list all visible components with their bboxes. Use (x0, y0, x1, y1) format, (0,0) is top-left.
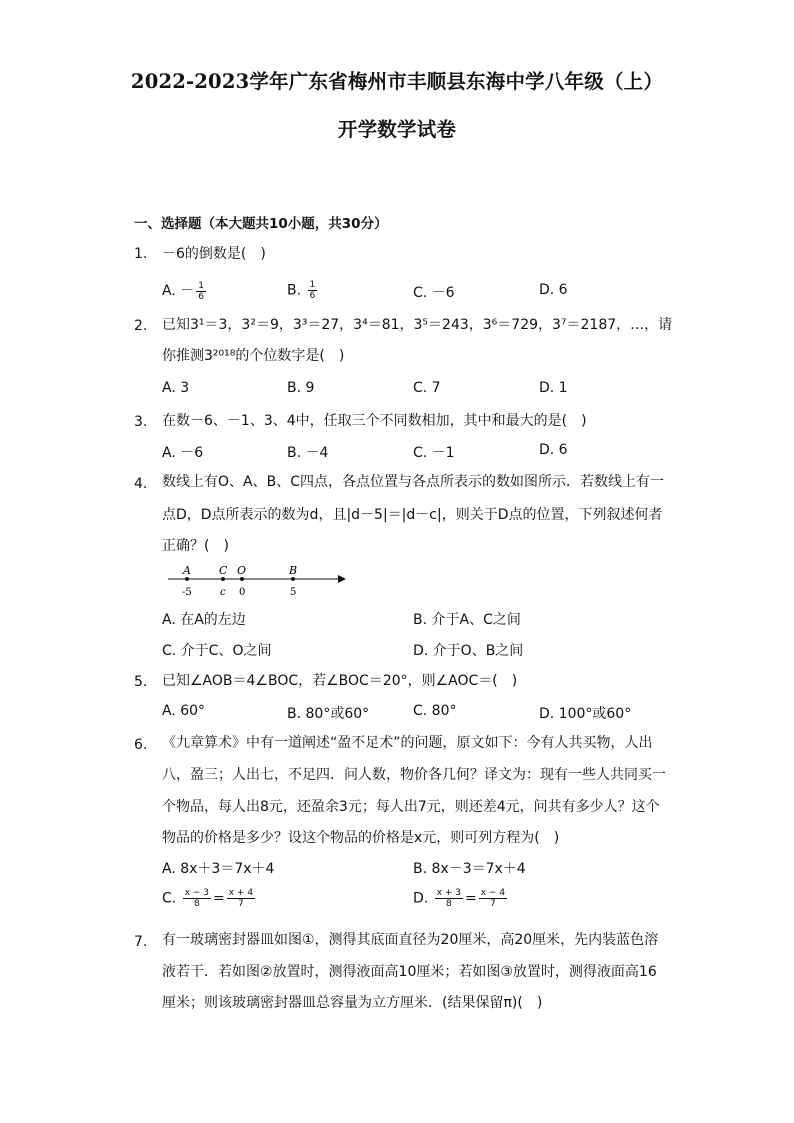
point-c (221, 577, 225, 581)
label-b: B (289, 564, 298, 577)
fraction: $\frac{x - 3}{8}$ (184, 888, 210, 909)
question-text-line: 已知3¹＝3，3²＝9，3³＝27，3⁴＝81，3⁵＝243，3⁶＝729，3⁷＝2187，…，请 (162, 317, 673, 333)
point-b (291, 577, 295, 581)
option-b: B. 介于A、C之间 (413, 612, 521, 628)
point-a (185, 577, 189, 581)
option-a: A. 在A的左边 (162, 612, 246, 628)
option-c: C. $\frac{x - 3}{8}$ = $\frac{x + 4}{7}$ (162, 888, 254, 909)
fraction: $\frac{x + 3}{8}$ (436, 888, 462, 909)
exam-title-line2: 开学数学试卷 (337, 118, 457, 141)
question-number: 4. (134, 476, 148, 492)
question-text: －6的倒数是( ) (162, 246, 266, 262)
option-a: A. －6 (162, 445, 204, 461)
question-number: 3. (134, 414, 148, 430)
option-b (287, 280, 319, 301)
option-a: A. － $\frac{1}{6}$ (162, 280, 204, 302)
label-a: A (183, 564, 191, 577)
option-a: A. 8x＋3＝7x＋4 (162, 861, 275, 877)
value-c: c (220, 587, 226, 598)
question-number: 5. (134, 674, 148, 690)
fraction: $\frac{x - 4}{7}$ (480, 888, 506, 909)
question-text: 在数－6、－1、3、4中，任取三个不同数相加，其中和最大的是( ) (162, 413, 587, 429)
question-text-line: 物品的价格是多少？设这个物品的价格是x元，则可列方程为( ) (162, 830, 560, 846)
option-a: A. 60° (162, 703, 206, 719)
question-text-line: 《九章算术》中有一道阐述“盈不足术”的问题，原文如下：今有人共买物，人出 (162, 735, 653, 751)
option-label: B. (287, 282, 302, 299)
option-d: D. 1 (539, 380, 568, 396)
question-number: 7. (134, 934, 148, 950)
question-text-line: 八，盈三；人出七，不足四．问人数，物价各几何？译文为：现有一些人共同买一 (162, 767, 666, 783)
question-text-line: 你推测3²⁰¹⁸的个位数字是( ) (162, 348, 345, 364)
option-label: D. (413, 890, 429, 907)
question-number: 1. (134, 246, 148, 262)
option-d: D. 介于O、B之间 (413, 643, 524, 659)
option-d: D. $\frac{x + 3}{8}$ = $\frac{x - 4}{7}$ (413, 888, 506, 909)
option-b: B. 8x－3＝7x＋4 (413, 861, 526, 877)
option-b: B. －4 (287, 445, 329, 461)
option-c: C. －6 (413, 285, 455, 301)
option-d: D. 6 (539, 282, 568, 298)
option-label: C. (162, 890, 177, 907)
option-d: D. 6 (539, 442, 568, 458)
value-o: 0 (239, 587, 246, 598)
question-text-line: 数线上有O、A、B、C四点，各点位置与各点所表示的数如图所示．若数线上有一 (162, 474, 664, 490)
section-heading: 一、选择题（本大题共10小题，共30分） (134, 216, 388, 232)
question-number: 2. (134, 318, 148, 334)
value-a: -5 (182, 587, 192, 598)
option-c: C. 7 (413, 380, 441, 396)
question-text-line: 个物品，每人出8元，还盈余3元；每人出7元，则还差4元，问共有多少人？这个 (162, 799, 660, 815)
label-o: O (237, 564, 247, 577)
option-c: C. 介于C、O之间 (162, 643, 272, 659)
option-a: A. 3 (162, 380, 190, 396)
option-b: B. 80°或60° (287, 706, 370, 722)
exam-title-line1: 2022-2023学年广东省梅州市丰顺县东海中学八年级（上） (130, 70, 664, 93)
question-text-line: 点D，D点所表示的数为d，且|d－5|＝|d－c|，则关于D点的位置，下列叙述何者 (162, 507, 663, 523)
question-text: 已知∠AOB＝4∠BOC，若∠BOC＝20°，则∠AOC＝( ) (162, 673, 518, 689)
fraction: $\frac{x + 4}{7}$ (228, 888, 254, 909)
option-c: C. 80° (413, 703, 457, 719)
label-c: C (219, 564, 228, 577)
option-c: C. －1 (413, 445, 455, 461)
number-line-figure (166, 562, 346, 602)
arrow-head-icon (338, 575, 346, 583)
value-b: 5 (290, 587, 297, 598)
question-text-line: 液若干．若如图②放置时，测得液面高10厘米；若如图③放置时，测得液面高16 (162, 964, 657, 980)
question-text-line: 正确？( ) (162, 538, 229, 554)
question-number: 6. (134, 737, 148, 753)
question-text-line: 厘米；则该玻璃密封器皿总容量为立方厘米．(结果保留π)( ) (162, 995, 543, 1011)
option-d: D. 100°或60° (539, 706, 632, 722)
option-b: B. 9 (287, 380, 315, 396)
fraction: $\frac{1}{6}$ (198, 280, 204, 302)
question-text-line: 有一玻璃密封器皿如图①，测得其底面直径为20厘米，高20厘米，先内装蓝色溶 (162, 932, 659, 948)
point-o (240, 577, 244, 581)
option-label: A. (162, 283, 176, 299)
fraction: $\frac{1}{6}$ (309, 280, 316, 301)
